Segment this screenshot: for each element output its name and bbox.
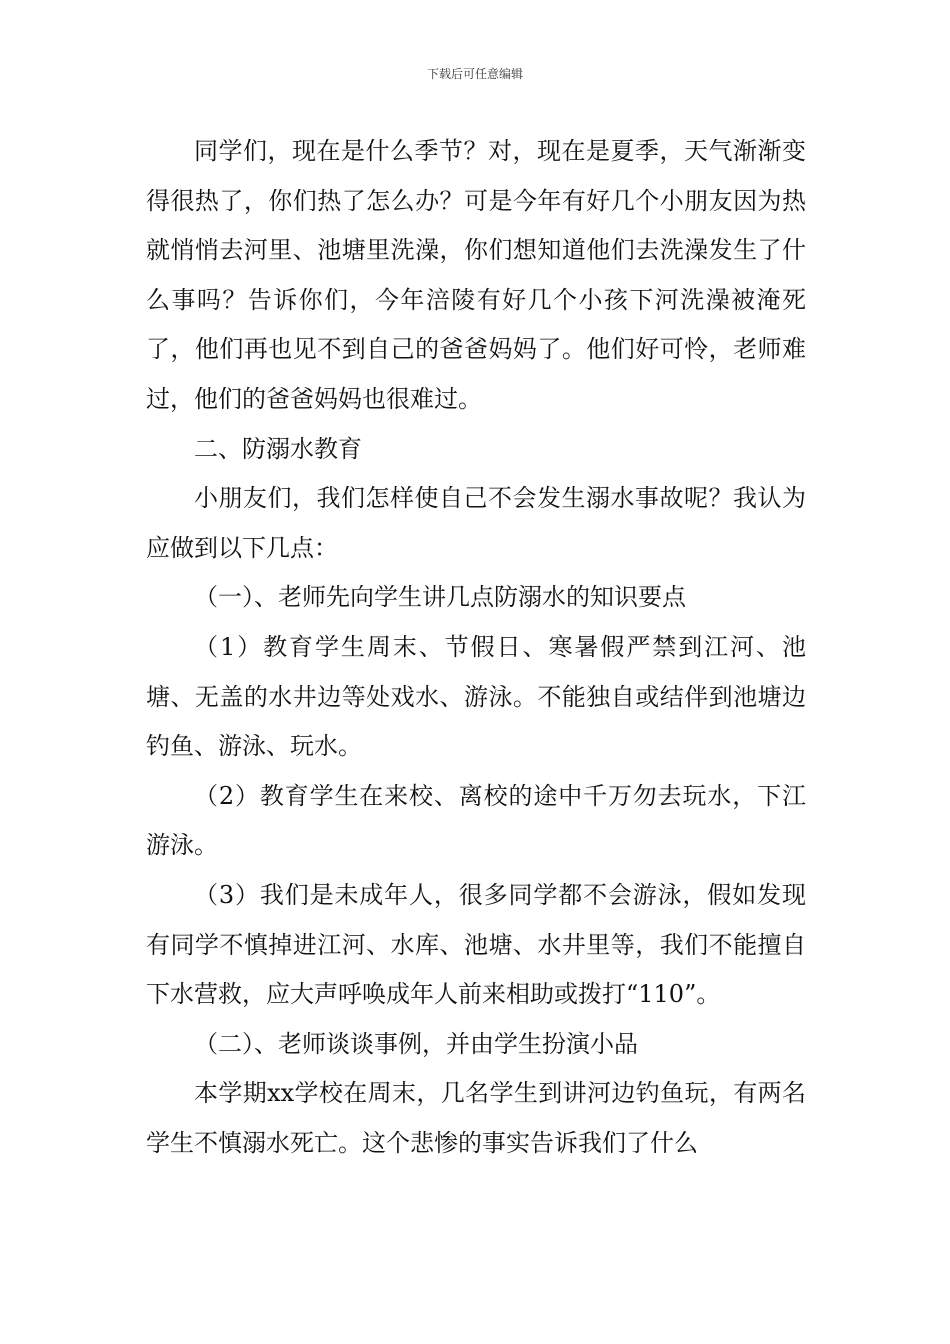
paragraph-point-1: （1）教育学生周末、节假日、寒暑假严禁到江河、池塘、无盖的水井边等处戏水、游泳。不能独自或结伴到池塘边钓鱼、游泳、玩水。 <box>146 632 806 761</box>
document-body <box>146 127 806 1168</box>
subheading-case-study: （二）、老师谈谈事例，并由学生扮演小品 <box>194 1029 638 1058</box>
page-header: 下载后可任意编辑 <box>426 67 523 81</box>
paragraph-case: 本学期xx学校在周末，几名学生到讲河边钓鱼玩，有两名学生不慎溺水死亡。这个悲惨的事实告诉我们了什么 <box>146 1079 806 1157</box>
paragraph-question: 小朋友们，我们怎样使自己不会发生溺水事故呢？我认为应做到以下几点： <box>146 484 806 562</box>
paragraph-point-3: （3）我们是未成年人，很多同学都不会游泳，假如发现有同学不慎掉进江河、水库、池塘、水井里等，我们不能擅自下水营救，应大声呼唤成年人前来相助或拨打“110”。 <box>146 880 806 1009</box>
subheading-knowledge-points: （一）、老师先向学生讲几点防溺水的知识要点 <box>194 583 686 612</box>
section-heading-drowning-education: 二、防溺水教育 <box>194 434 362 463</box>
paragraph-intro: 同学们，现在是什么季节？对，现在是夏季，天气渐渐变得很热了，你们热了怎么办？可是今年有好几个小朋友因为热就悄悄去河里、池塘里洗澡，你们想知道他们去洗澡发生了什么事吗？告诉你们，今年涪陵有好几个小孩下河洗澡被淹死了，他们再也见不到自己的爸爸妈妈了。他们好可怜，老师难过，他们的爸爸妈妈也很难过。 <box>146 137 806 413</box>
paragraph-point-2: （2）教育学生在来校、离校的途中千万勿去玩水，下江游泳。 <box>146 781 806 860</box>
